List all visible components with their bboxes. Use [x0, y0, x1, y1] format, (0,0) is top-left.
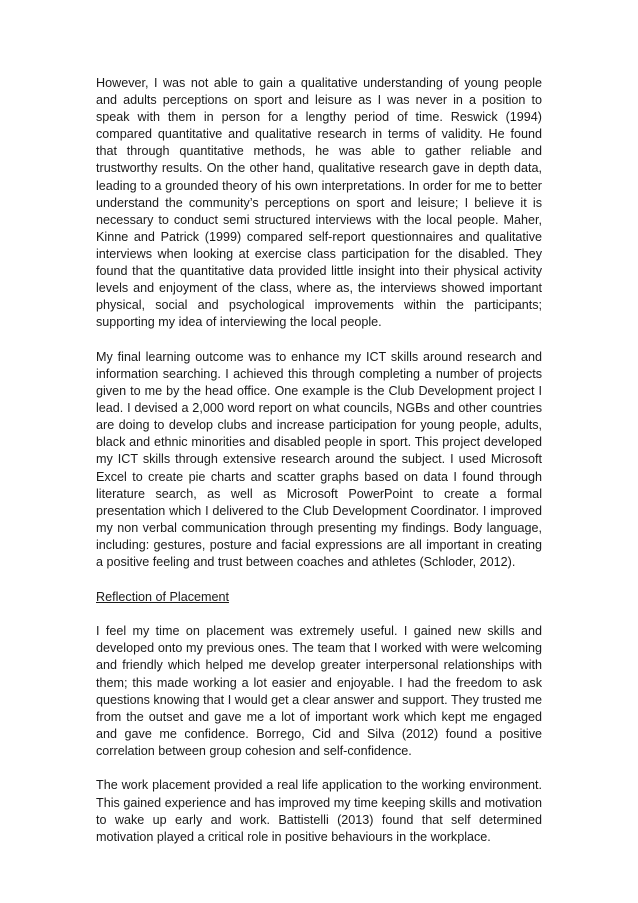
paragraph-placement-useful: I feel my time on placement was extremely useful. I gained new skills and developed onto my previous ones. The team that I worked with were welcoming and friendly which helped me develop greater interpersonal relationships with them; this made working a lot easier and enjoyable. I had the freedom to ask questions knowing that I would get a clear answer and support. They trusted me from the outset and gave me a lot of important work which kept me engaged and gave me confidence. Borrego, Cid and Silva (2012) found a positive correlation between group cohesion and self-confidence. [96, 624, 542, 758]
paragraph-ict-skills: My final learning outcome was to enhance my ICT skills around research and information searching. I achieved this through completing a number of projects given to me by the head office. One example is the Club Development project I lead. I devised a 2,000 word report on what councils, NGBs and other countries are doing to develop clubs and increase participation for young people, adults, black and ethnic minorities and disabled people in sport. This project developed my ICT skills through extensive research around the subject. I used Microsoft Excel to create pie charts and scatter graphs based on data I found through literature search, as well as Microsoft PowerPoint to create a formal presentation which I delivered to the Club Development Coordinator. I improved my non verbal communication through presenting my findings. Body language, including: gestures, posture and facial expressions are all important in creating a positive feeling and trust between coaches and athletes (Schloder, 2012). [96, 349, 542, 570]
paragraph-work-placement: The work placement provided a real life application to the working environment. This gained experience and has improved my time keeping skills and motivation to wake up early and work. Battistelli (2013) found that self determined motivation played a critical role in positive behaviours in the workplace. [96, 778, 542, 844]
paragraph-qualitative-research: However, I was not able to gain a qualitative understanding of young people and adults perceptions on sport and leisure as I was never in a position to speak with them in person for a lengthy period of time. Reswick (1994) compared quantitative and qualitative research in terms of validity. He found that through quantitative methods, he was able to gather reliable and trustworthy results. On the other hand, qualitative research gave in depth data, leading to a grounded theory of his own interpretations. In order for me to better understand the community’s perceptions on sport and leisure; I believe it is necessary to conduct semi structured interviews with the local people. Maher, Kinne and Patrick (1999) compared self-report questionnaires and qualitative interviews when looking at exercise class participation for the disabled. They found that the quantitative data provided little insight into their physical activity levels and enjoyment of the class, where as, the interviews showed important physical, social and psychological improvements within the participants; supporting my idea of interviewing the local people. [96, 76, 542, 330]
document-page [96, 75, 542, 863]
section-heading-reflection: Reflection of Placement [96, 589, 230, 604]
